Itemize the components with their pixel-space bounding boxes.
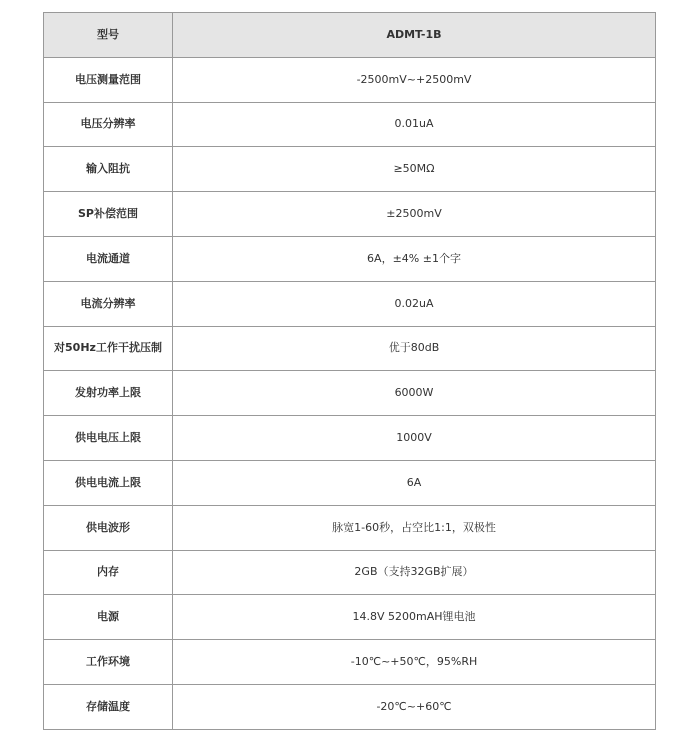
row-value: 6A	[173, 460, 656, 505]
row-value: ≥50MΩ	[173, 147, 656, 192]
row-value: -20℃~+60℃	[173, 684, 656, 729]
row-label: 存储温度	[44, 684, 173, 729]
table-row	[44, 57, 656, 102]
spec-table	[43, 12, 656, 730]
row-value: 0.01uA	[173, 102, 656, 147]
table-row	[44, 371, 656, 416]
model-label: 型号	[44, 13, 173, 58]
row-label: 电压分辨率	[44, 102, 173, 147]
table-row	[44, 460, 656, 505]
table-row	[44, 550, 656, 595]
row-label: 内存	[44, 550, 173, 595]
row-value: 0.02uA	[173, 281, 656, 326]
table-row	[44, 192, 656, 237]
table-row	[44, 505, 656, 550]
row-value: 14.8V 5200mAH锂电池	[173, 595, 656, 640]
table-header-row	[44, 13, 656, 58]
table-row	[44, 326, 656, 371]
row-value: 优于80dB	[173, 326, 656, 371]
row-label: 发射功率上限	[44, 371, 173, 416]
table-row	[44, 640, 656, 685]
row-label: 电源	[44, 595, 173, 640]
row-label: 工作环境	[44, 640, 173, 685]
row-label: 电流分辨率	[44, 281, 173, 326]
row-label: 输入阻抗	[44, 147, 173, 192]
row-label: 供电电流上限	[44, 460, 173, 505]
row-value: 6000W	[173, 371, 656, 416]
table-row	[44, 684, 656, 729]
row-label: 电流通道	[44, 236, 173, 281]
table-row	[44, 236, 656, 281]
row-label: 供电波形	[44, 505, 173, 550]
table-row	[44, 102, 656, 147]
model-value: ADMT-1B	[173, 13, 656, 58]
table-row	[44, 595, 656, 640]
row-label: 电压测量范围	[44, 57, 173, 102]
table-row	[44, 147, 656, 192]
table-row	[44, 281, 656, 326]
row-value: 1000V	[173, 416, 656, 461]
row-value: 6A，±4% ±1个字	[173, 236, 656, 281]
row-label: 供电电压上限	[44, 416, 173, 461]
row-value: ±2500mV	[173, 192, 656, 237]
row-value: -10℃~+50℃，95%RH	[173, 640, 656, 685]
row-value: 2GB（支持32GB扩展）	[173, 550, 656, 595]
row-label: SP补偿范围	[44, 192, 173, 237]
table-row	[44, 416, 656, 461]
row-value: 脉宽1-60秒，占空比1:1，双极性	[173, 505, 656, 550]
row-label: 对50Hz工作干扰压制	[44, 326, 173, 371]
row-value: -2500mV~+2500mV	[173, 57, 656, 102]
spec-table-body	[44, 13, 656, 730]
